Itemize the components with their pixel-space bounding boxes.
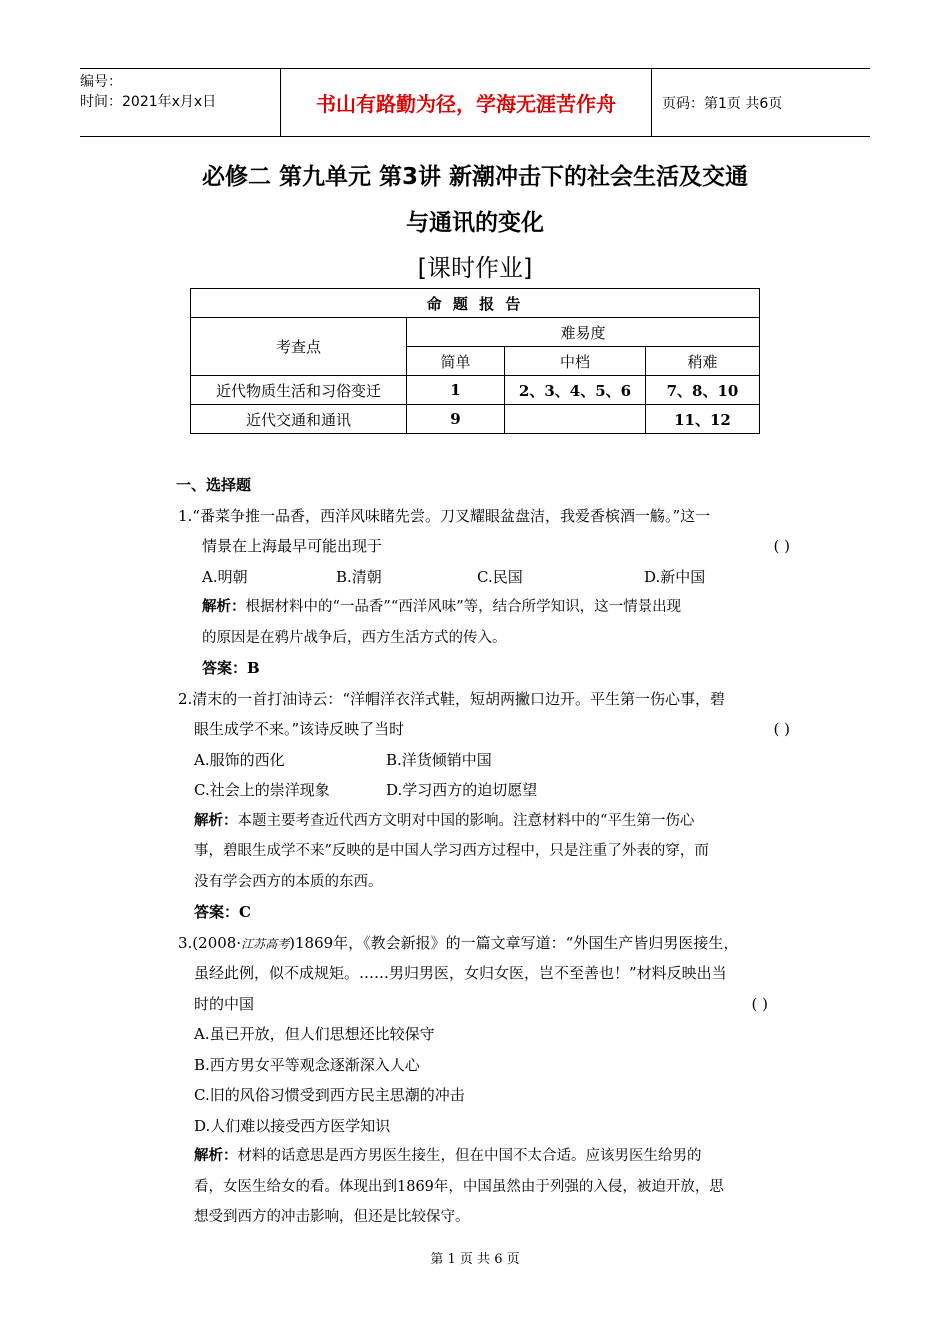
q2-analysis-text: 本题主要考查近代西方文明对中国的影响。注意材料中的“平生第一伤心 bbox=[237, 812, 695, 829]
row-topic: 近代物质生活和习俗变迁 bbox=[191, 376, 407, 405]
q1-option-b: B.清朝 bbox=[336, 567, 382, 586]
q3-analysis-label: 解析： bbox=[194, 1147, 238, 1164]
q3-line-1 bbox=[178, 928, 818, 959]
title-line-2: 与通讯的变化 bbox=[406, 210, 544, 236]
row-hard: 11、12 bbox=[646, 405, 760, 434]
q3-option-b: B.西方男女平等观念逐渐深入人心 bbox=[194, 1055, 420, 1074]
q3-line-1-rest: )1869年，《教会新报》的一篇文章写道：“外国生产皆归男医接生， bbox=[289, 933, 739, 952]
row-topic: 近代交通和通讯 bbox=[191, 405, 407, 434]
q3-option-c: C.旧的风俗习惯受到西方民主思潮的冲击 bbox=[194, 1086, 465, 1104]
q3-prefix: 3.(2008· bbox=[178, 933, 242, 952]
q3-option-a: A.虽已开放，但人们思想还比较保守 bbox=[194, 1025, 435, 1043]
q3-source: 江苏高考 bbox=[241, 936, 290, 951]
col-difficulty: 难易度 bbox=[407, 318, 760, 347]
q2-options-row-1 bbox=[178, 745, 818, 776]
row-easy: 9 bbox=[407, 405, 505, 434]
q3-analysis-1 bbox=[178, 1141, 818, 1172]
q2-option-a: A.服饰的西化 bbox=[194, 750, 285, 769]
row-medium: 2、3、4、5、6 bbox=[505, 376, 646, 405]
q2-options-row-2 bbox=[178, 775, 818, 806]
q3-answer-blank: ( ) bbox=[751, 994, 768, 1013]
q1-line-1: 1.“番菜争推一品香，西洋风味睹先尝。刀叉耀眼盆盘洁，我爱香槟酒一觞。”这一 bbox=[178, 506, 711, 525]
question-content bbox=[178, 470, 818, 1233]
q2-analysis-2: 事，碧眼生成学不来”反映的是中国人学习西方过程中，只是注重了外表的穿，而 bbox=[194, 843, 709, 859]
q1-line-2 bbox=[178, 531, 818, 562]
header-meta bbox=[80, 69, 280, 136]
q1-analysis-text: 根据材料中的“一品香”“西洋风味”等，结合所学知识，这一情景出现 bbox=[245, 599, 682, 615]
page-info: 页码：第1页 共6页 bbox=[662, 95, 783, 112]
q3-analysis-text: 材料的话意思是西方男医生接生，但在中国不太合适。应该男医生给男的 bbox=[237, 1148, 702, 1164]
q2-option-b: B.洋货倾销中国 bbox=[386, 750, 492, 769]
q2-analysis-3: 没有学会西方的本质的东西。 bbox=[194, 873, 383, 890]
q1-answer: 答案：B bbox=[202, 659, 260, 677]
q2-option-c: C.社会上的崇洋现象 bbox=[194, 781, 330, 799]
q1-analysis-1 bbox=[178, 592, 818, 623]
number-label: 编号： bbox=[80, 74, 122, 90]
q1-option-c: C.民国 bbox=[477, 567, 523, 586]
q3-analysis-3: 想受到西方的冲击影响，但还是比较保守。 bbox=[194, 1209, 470, 1225]
level-easy: 简单 bbox=[407, 347, 505, 376]
row-hard: 7、8、10 bbox=[646, 376, 760, 405]
q2-answer-blank: ( ) bbox=[773, 720, 790, 738]
q2-answer: 答案：C bbox=[194, 903, 251, 921]
q1-option-d: D.新中国 bbox=[644, 567, 706, 586]
q3-line-2: 虽经此例，似不成规矩。……男归男医，女归女医，岂不至善也！”材料反映出当 bbox=[194, 964, 727, 982]
q1-options bbox=[178, 562, 818, 593]
q1-stem: 情景在上海最早可能出现于 bbox=[202, 537, 383, 555]
q2-option-d: D.学习西方的迫切愿望 bbox=[386, 781, 538, 799]
document-header bbox=[80, 68, 870, 137]
title-subtitle: [课时作业] bbox=[417, 254, 533, 282]
level-hard: 稍难 bbox=[646, 347, 760, 376]
q2-line-1: 2.清末的一首打油诗云：“洋帽洋衣洋式鞋，短胡两撇口边开。平生第一伤心事，碧 bbox=[178, 689, 725, 708]
section-title: 一、选择题 bbox=[176, 476, 252, 494]
q1-analysis-label: 解析： bbox=[202, 598, 246, 615]
q1-analysis-2: 的原因是在鸦片战争后，西方生活方式的传入。 bbox=[202, 629, 507, 646]
q1-option-a: A.明朝 bbox=[202, 567, 248, 586]
q3-analysis-2: 看，女医生给女的看。体现出到1869年，中国虽然由于列强的入侵，被迫开放，思 bbox=[194, 1178, 724, 1195]
q2-line-2 bbox=[178, 714, 818, 745]
q3-stem: 时的中国 bbox=[194, 994, 255, 1013]
page-footer: 第 1 页 共 6 页 bbox=[430, 1252, 520, 1267]
table-row bbox=[191, 405, 760, 434]
report-caption: 命 题 报 告 bbox=[191, 289, 760, 318]
q2-stem: 眼生成学不来。”该诗反映了当时 bbox=[194, 720, 405, 738]
motto: 书山有路勤为径，学海无涯苦作舟 bbox=[280, 69, 652, 136]
q1-answer-blank: ( ) bbox=[773, 537, 790, 555]
col-topic: 考查点 bbox=[191, 318, 407, 376]
report-table bbox=[190, 288, 760, 434]
row-medium bbox=[505, 405, 646, 434]
q2-analysis-label: 解析： bbox=[194, 811, 238, 829]
q3-option-d: D.人们难以接受西方医学知识 bbox=[194, 1116, 391, 1135]
q2-analysis-1 bbox=[178, 806, 818, 837]
level-medium: 中档 bbox=[505, 347, 646, 376]
q3-line-3 bbox=[178, 989, 818, 1020]
time-label: 时间：2021年x月x日 bbox=[80, 94, 217, 110]
row-easy: 1 bbox=[407, 376, 505, 405]
title-line-1: 必修二 第九单元 第3讲 新潮冲击下的社会生活及交通 bbox=[201, 164, 749, 190]
table-row bbox=[191, 376, 760, 405]
